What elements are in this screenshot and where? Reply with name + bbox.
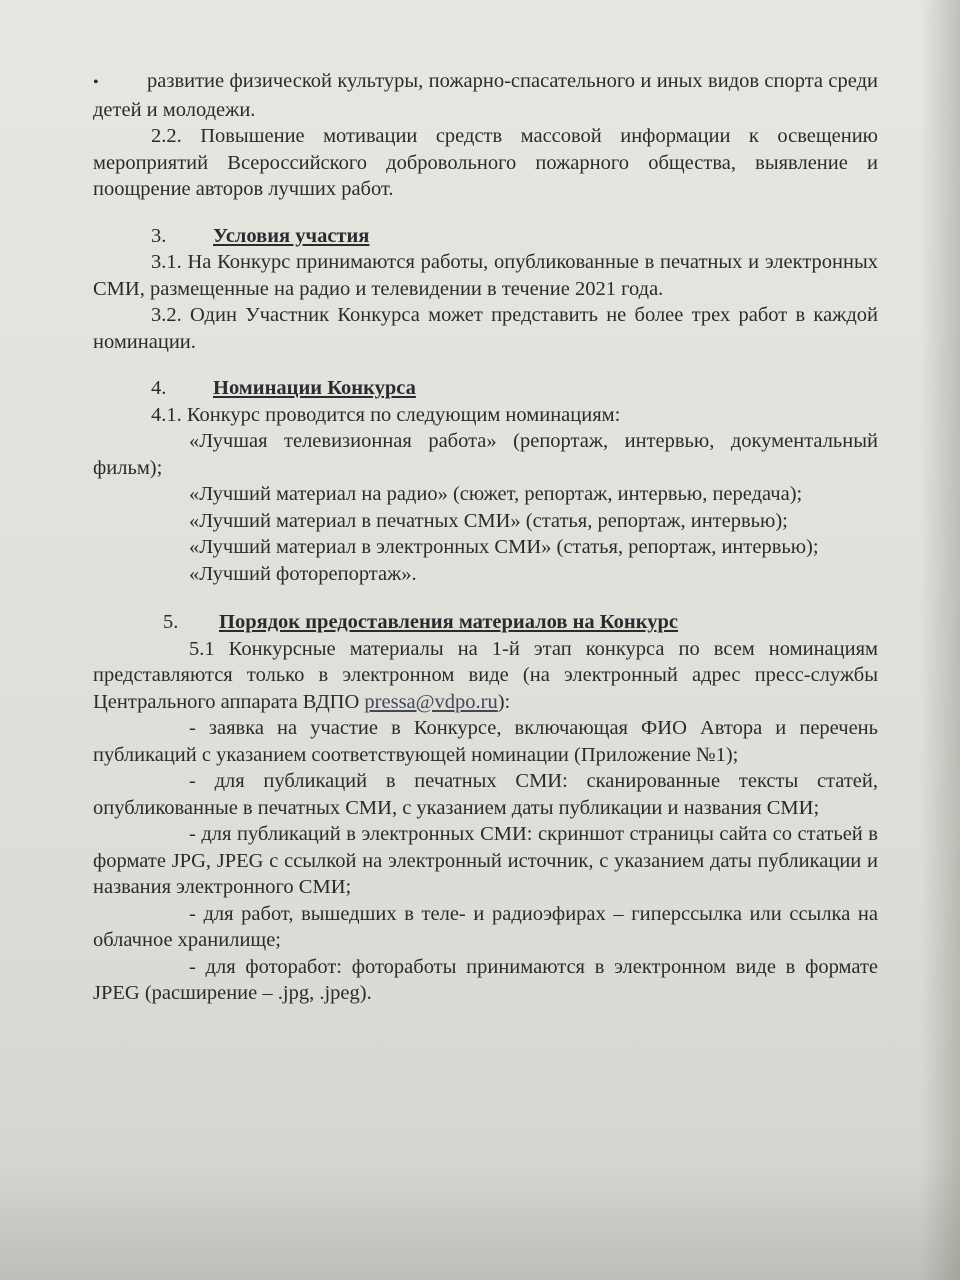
- requirement-item: - заявка на участие в Конкурсе, включающая ФИО Автора и перечень публикаций с указанием соответствующей номинации (Приложение №1);: [93, 717, 878, 766]
- paragraph-3-1: 3.1. На Конкурс принимаются работы, опубликованные в печатных и электронных СМИ, размещенные на радио и телевидении в течение 2021 года.: [93, 251, 878, 300]
- paragraph-5-1-text: 5.1 Конкурсные материалы на 1-й этап конкурса по всем номинациям представляются только в электронном виде (на электронный адрес пресс-службы Центрального аппарата ВДПО: [93, 637, 878, 713]
- nomination-item: «Лучший материал на радио» (сюжет, репортаж, интервью, передача);: [189, 483, 803, 505]
- section-5-title: Порядок предоставления материалов на Конкурс: [219, 611, 678, 633]
- email-link[interactable]: pressa@vdpo.ru: [364, 690, 498, 713]
- section-4-number: 4.: [151, 377, 167, 399]
- requirement-item: - для работ, вышедших в теле- и радиоэфирах – гиперссылка или ссылка на облачное хранилище;: [93, 902, 878, 951]
- bullet-text: развитие физической культуры, пожарно-спасательного и иных видов спорта среди детей и молодежи.: [93, 70, 878, 121]
- bullet-dot: •: [93, 74, 99, 91]
- paragraph-3-2: 3.2. Один Участник Конкурса может представить не более трех работ в каждой номинации.: [93, 304, 878, 353]
- section-3-title: Условия участия: [213, 224, 370, 247]
- nomination-item: «Лучшая телевизионная работа» (репортаж, интервью, документальный фильм);: [93, 430, 878, 479]
- section-5-number: 5.: [163, 611, 179, 633]
- section-4-heading: [93, 375, 878, 402]
- paragraph-5-1: [93, 636, 878, 716]
- requirement-item: - для фоторабот: фотоработы принимаются в электронном виде в формате JPEG (расширение – .jpg, .jpeg).: [93, 955, 878, 1004]
- section-3-heading: [93, 223, 878, 250]
- paragraph-2-2: 2.2. Повышение мотивации средств массовой информации к освещению мероприятий Всероссийского добровольного пожарного общества, выявление и поощрение авторов лучших работ.: [93, 125, 878, 200]
- nomination-item: «Лучший фоторепортаж».: [189, 562, 417, 585]
- paragraph-5-1-end: ):: [497, 690, 511, 713]
- page-bottom-shadow: [0, 1160, 960, 1280]
- paragraph-4-1: 4.1. Конкурс проводится по следующим номинациям:: [151, 403, 621, 426]
- section-3-number: 3.: [151, 224, 167, 247]
- requirement-item: - для публикаций в электронных СМИ: скриншот страницы сайта со статьей в формате JPG, JPEG с ссылкой на электронный источник, с указанием даты публикации и названия электронного СМИ;: [93, 823, 878, 898]
- requirement-item: - для публикаций в печатных СМИ: сканированные тексты статей, опубликованные в печатных СМИ, с указанием даты публикации и названия СМИ;: [93, 770, 878, 819]
- section-4-title: Номинации Конкурса: [213, 377, 416, 399]
- page-edge-shadow: [920, 0, 960, 1280]
- document-body: [93, 68, 878, 1007]
- nomination-item: «Лучший материал в электронных СМИ» (статья, репортаж, интервью);: [189, 536, 819, 558]
- section-5-heading: [93, 609, 878, 636]
- nomination-item: «Лучший материал в печатных СМИ» (статья, репортаж, интервью);: [189, 509, 788, 532]
- bullet-paragraph: [93, 68, 878, 123]
